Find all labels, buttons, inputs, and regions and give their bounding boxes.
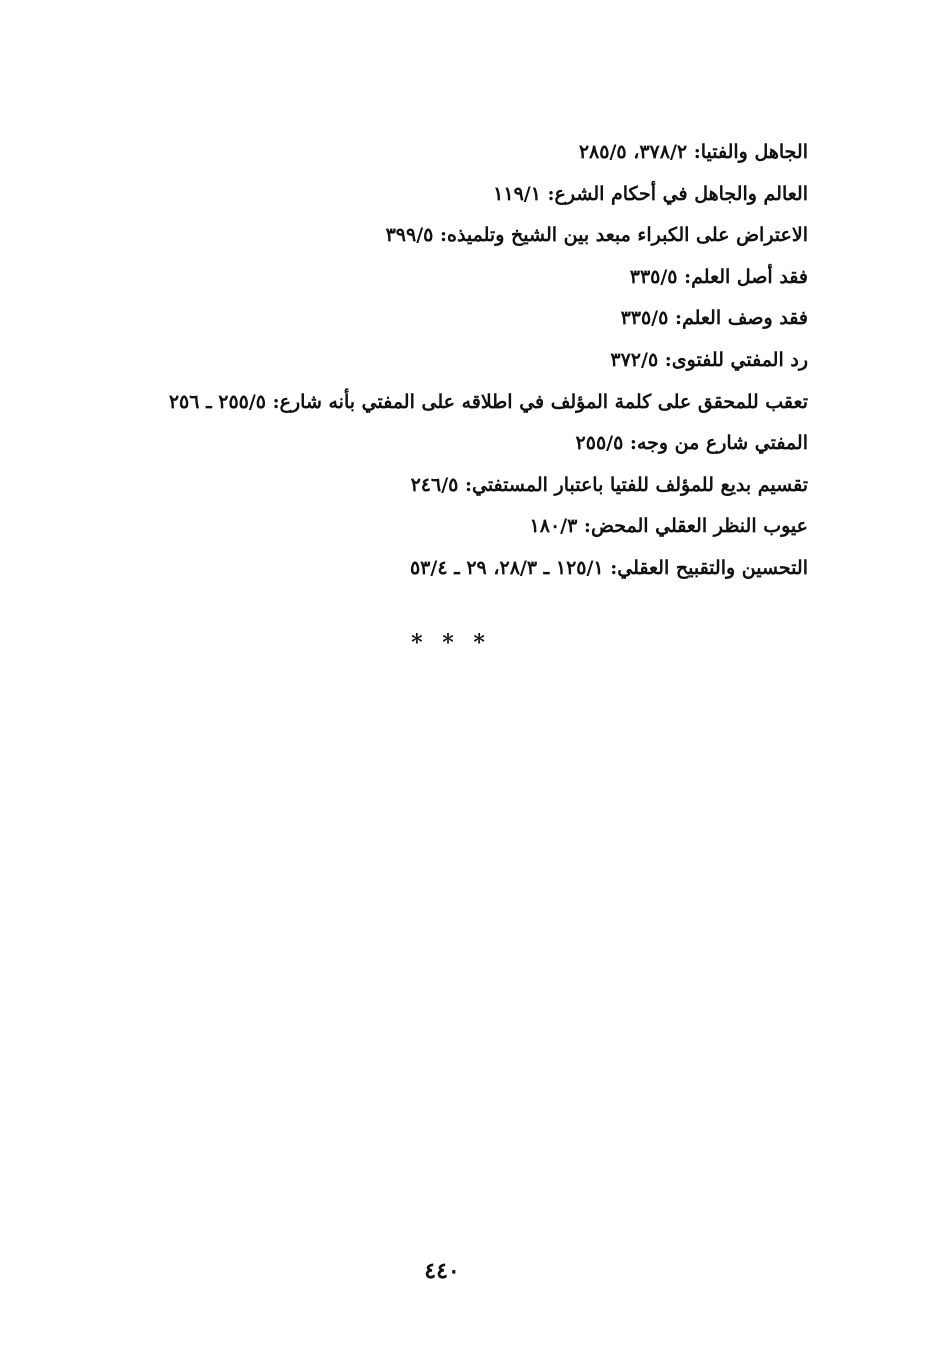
index-entry: التحسين والتقبيح العقلي: ١٢٥/١ ـ ٢٨/٣، ٢٩ ـ ٥٣/٤ bbox=[409, 556, 808, 579]
index-entry: عيوب النظر العقلي المحض: ١٨٠/٣ bbox=[529, 515, 808, 538]
index-entry: تقسيم بديع للمؤلف للفتيا باعتبار المستفتي: ٢٤٦/٥ bbox=[410, 473, 808, 496]
index-entry: العالم والجاهل في أحكام الشرع: ١١٩/١ bbox=[493, 182, 808, 205]
index-entry: تعقب للمحقق على كلمة المؤلف في اطلاقه على المفتي بأنه شارع: ٢٥٥/٥ ـ ٢٥٦ bbox=[168, 390, 808, 413]
page-number: ٤٤٠ bbox=[424, 1258, 460, 1284]
index-entry: فقد وصف العلم: ٣٣٥/٥ bbox=[620, 307, 808, 330]
index-entry: فقد أصل العلم: ٣٣٥/٥ bbox=[629, 265, 808, 288]
index-entry-list bbox=[168, 132, 808, 590]
index-entry: المفتي شارع من وجه: ٢٥٥/٥ bbox=[575, 432, 808, 455]
index-entry: رد المفتي للفتوى: ٣٧٢/٥ bbox=[610, 348, 808, 371]
section-separator: * * * bbox=[411, 630, 491, 656]
index-entry: الجاهل والفتيا: ٣٧٨/٢، ٢٨٥/٥ bbox=[578, 141, 808, 163]
index-entry: الاعتراض على الكبراء مبعد بين الشيخ وتلميذه: ٣٩٩/٥ bbox=[385, 224, 808, 247]
